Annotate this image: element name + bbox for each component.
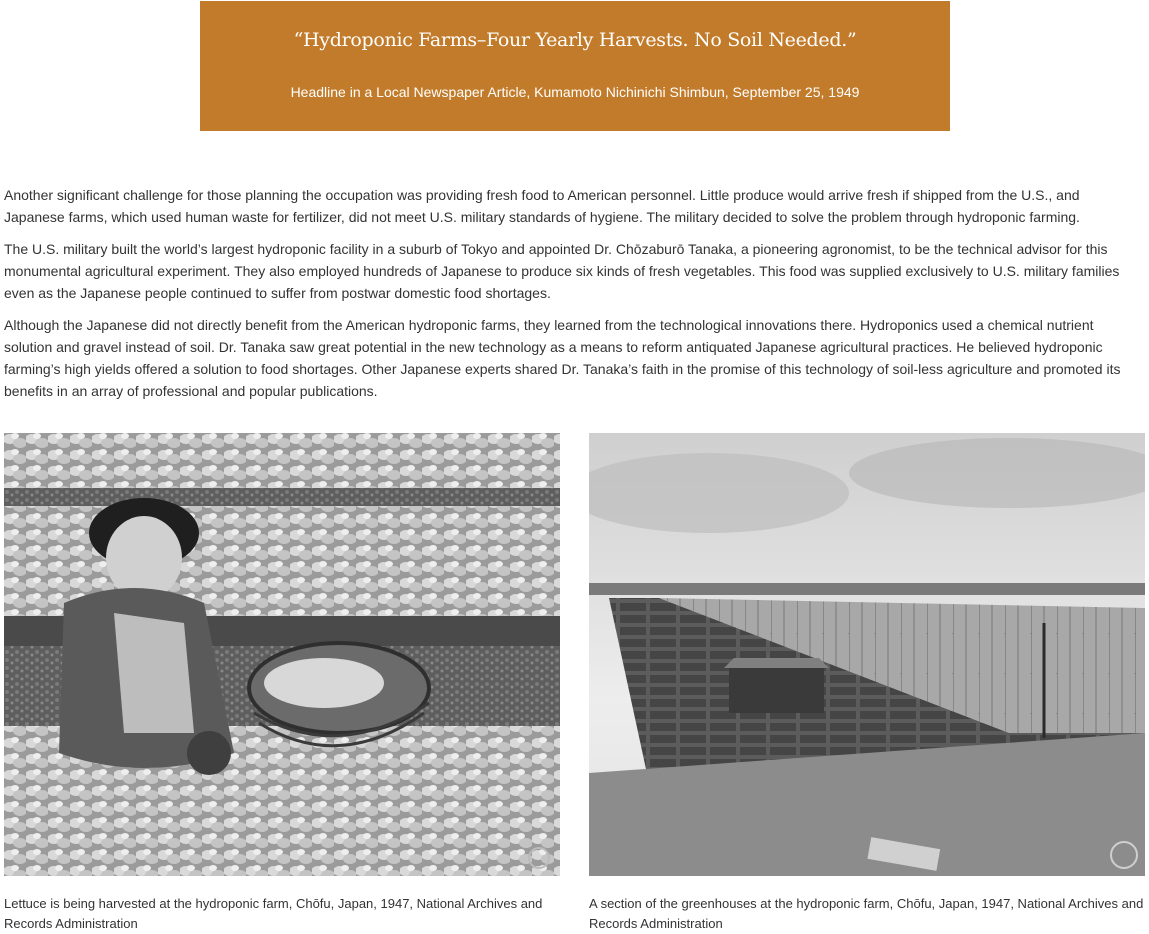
article-body [4,184,1134,412]
pull-quote-text: “Hydroponic Farms–Four Yearly Harvests. No Soil Needed.” [293,29,857,51]
lettuce-harvest-photo[interactable] [4,433,560,876]
figure-greenhouses [589,433,1145,934]
figure-caption: A section of the greenhouses at the hydroponic farm, Chōfu, Japan, 1947, National Archives and Records Administration [589,896,1144,931]
pull-quote-box [200,1,950,131]
figure-caption: Lettuce is being harvested at the hydroponic farm, Chōfu, Japan, 1947, National Archives and Records Administration [4,896,543,931]
figure-lettuce-harvest [4,433,560,934]
paragraph: Another significant challenge for those planning the occupation was providing fresh food to American personnel. Little produce would arrive fresh if shipped from the U.S., and Japanese farms, which used human waste for fertilizer, did not meet U.S. military standards of hygiene. The military decided to solve the problem through hydroponic farming. [4,187,1080,225]
pull-quote-source: Headline in a Local Newspaper Article, Kumamoto Nichinichi Shimbun, September 25, 1949 [290,84,860,100]
greenhouses-photo[interactable] [589,433,1145,876]
paragraph: Although the Japanese did not directly benefit from the American hydroponic farms, they learned from the technological innovations there. Hydroponics used a chemical nutrient solution and gravel instead of soil. Dr. Tanaka saw great potential in the new technology as a means to reform antiquated Japanese agricultural practices. He believed hydroponic farming’s high yields offered a solution to food shortages. Other Japanese experts shared Dr. Tanaka’s faith in the promise of this technology of soil-less agriculture and promoted its benefits in an array of professional and popular publications. [4,317,1121,399]
paragraph: The U.S. military built the world’s largest hydroponic facility in a suburb of Tokyo and appointed Dr. Chōzaburō Tanaka, a pioneering agronomist, to be the technical advisor for this monumental agricultural experiment. They also employed hundreds of Japanese to produce six kinds of fresh vegetables. This food was supplied exclusively to U.S. military families even as the Japanese people continued to suffer from postwar domestic food shortages. [4,241,1120,301]
